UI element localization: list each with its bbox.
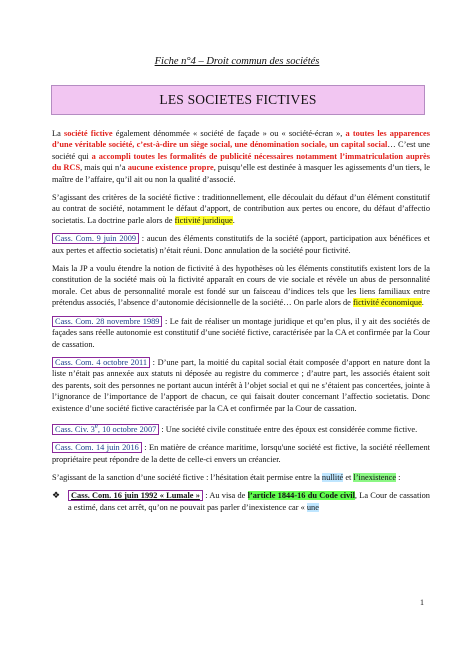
term-societe-fictive: société fictive — [63, 129, 113, 138]
emphasis-apparences: a toutes les apparences d’une véritable société, c’est-à-dire un siège social, une dénomination sociale, un capital social — [52, 129, 430, 150]
text: Cass. Civ. 3 — [55, 424, 95, 434]
paragraph-case-1989 — [52, 316, 430, 350]
highlight-inexistence: l’inexistence — [353, 472, 397, 482]
text: La — [52, 129, 64, 138]
text: : Le fait de réaliser un montage juridique et qu’en plus, il y ait des sociétés de façades sans réelle autonomie est constitutif d’une société fictive, caractérisée par la CA et confirmée par la Cour de cassation. — [52, 316, 430, 349]
case-citation: Cass. Com. 16 juin 1992 « Lumale » — [68, 490, 203, 501]
paragraph-case-2007 — [52, 421, 430, 435]
text: : Une société civile constituée entre des époux est considérée comme fictive. — [159, 424, 418, 434]
paragraph-case-2016 — [52, 442, 430, 465]
document-body — [52, 128, 430, 513]
text: Mais la JP a voulu étendre la notion de fictivité à des hypothèses où les éléments constitutifs existent lors de la constitution de la société mais où la fictivité apparaît en cours de vie sociale et révèle un abus de personnalité morale. Cet abus de personnalité morale est fondé sur un faisceau d’indices tels que les liens familiaux entre prétendus associés, l’absence d’autonomie décisionnelle de la société… On parle alors de — [52, 264, 430, 308]
text: et — [343, 472, 354, 482]
text: également dénommée « société de façade » ou « société-écran », — [112, 129, 346, 138]
highlight-fictivite-juridique: fictivité juridique — [174, 215, 233, 225]
text: . — [232, 215, 235, 225]
superscript: e — [94, 421, 98, 430]
highlight-fictivite-economique: fictivité économique — [352, 298, 422, 308]
case-citation — [52, 421, 159, 435]
text: : — [396, 472, 401, 482]
paragraph-definition — [52, 128, 430, 185]
text: , La Cour de cassation a estimé, dans cet arrêt, qu’on ne pouvait pas parler d’inexistence car « — [68, 491, 430, 512]
highlight-nullite: nullité — [321, 472, 344, 482]
diamond-bullet-icon: ❖ — [52, 490, 61, 501]
text: , puisqu’elle est destinée à masquer les agissements d’un tiers, le maître de l’affaire, qu’il ait ou non la qualité d’associé. — [52, 163, 430, 184]
bullet-item-lumale — [52, 490, 430, 513]
text: : D’une part, la moitié du capital social était composée d’apport en nature dont la liste n’était pas annexée aux statuts ni déposée au registre du commerce ; d’autre part, les associés étaient soit des parents, soit des personnes ne portant aucun intérêt à l’objet social et qui ne s’étaient pas concertées, jointe à l’ignorance de l’importance de l’apport de chacun, ce qui faisait douter concernant l’affectio societatis. Donc existence d’une société fictive caractérisée par la CA et confirmée par la Cour de cassation. — [52, 357, 431, 413]
emphasis-formalites: a accompli toutes les formalités de publicité nécessaires notamment l’immatriculation auprès du RCS — [52, 151, 431, 173]
paragraph-jurisprudence — [52, 263, 430, 309]
fiche-title: Fiche n°4 – Droit commun des sociétés — [154, 56, 320, 67]
text: … C’est une société qui — [52, 140, 430, 161]
page-number: 1 — [420, 598, 424, 607]
highlight-une: une — [306, 502, 319, 512]
document-title: LES SOCIETES FICTIVES — [51, 85, 425, 115]
text: . — [421, 298, 424, 308]
highlight-article: l’article 1844-16 du Code civil — [247, 491, 355, 501]
paragraph-criteres — [52, 192, 430, 226]
text: , mais qui n’a — [80, 163, 128, 173]
bullet-text — [68, 490, 430, 513]
case-citation: Cass. Com. 14 juin 2016 — [52, 442, 142, 453]
case-citation: Cass. Com. 4 octobre 2011 — [52, 357, 150, 368]
text: , 10 octobre 2007 — [97, 424, 157, 434]
text: S’agissant de la sanction d’une société fictive : l’hésitation était permise entre la — [52, 472, 322, 482]
paragraph-sanction — [52, 472, 430, 483]
case-citation: Cass. Com. 9 juin 2009 — [52, 233, 139, 244]
text: : Au visa de — [202, 491, 248, 501]
paragraph-case-2011 — [52, 357, 430, 414]
paragraph-case-2009 — [52, 233, 430, 256]
text: S’agissant des critères de la société fictive : traditionnellement, elle découlait du défaut d’un élément constitutif au contrat de société, notamment le défaut d’apport, de contribution aux pertes ou encore, du défaut d’affectio societatis. La doctrine parle alors de — [52, 193, 430, 225]
text: : aucun des éléments constitutifs de la société (apport, participation aux bénéfices et aux pertes et affectio societatis) n’était réuni. Donc annulation de la société pour fictivité. — [52, 234, 430, 255]
emphasis-existence: aucune existence propre — [127, 163, 214, 173]
text: : En matière de créance maritime, lorsqu'une société est fictive, la société réellement propriétaire peut répondre de la dette de celle-ci envers un créancier. — [52, 443, 430, 464]
case-citation: Cass. Com. 28 novembre 1989 — [52, 316, 162, 327]
